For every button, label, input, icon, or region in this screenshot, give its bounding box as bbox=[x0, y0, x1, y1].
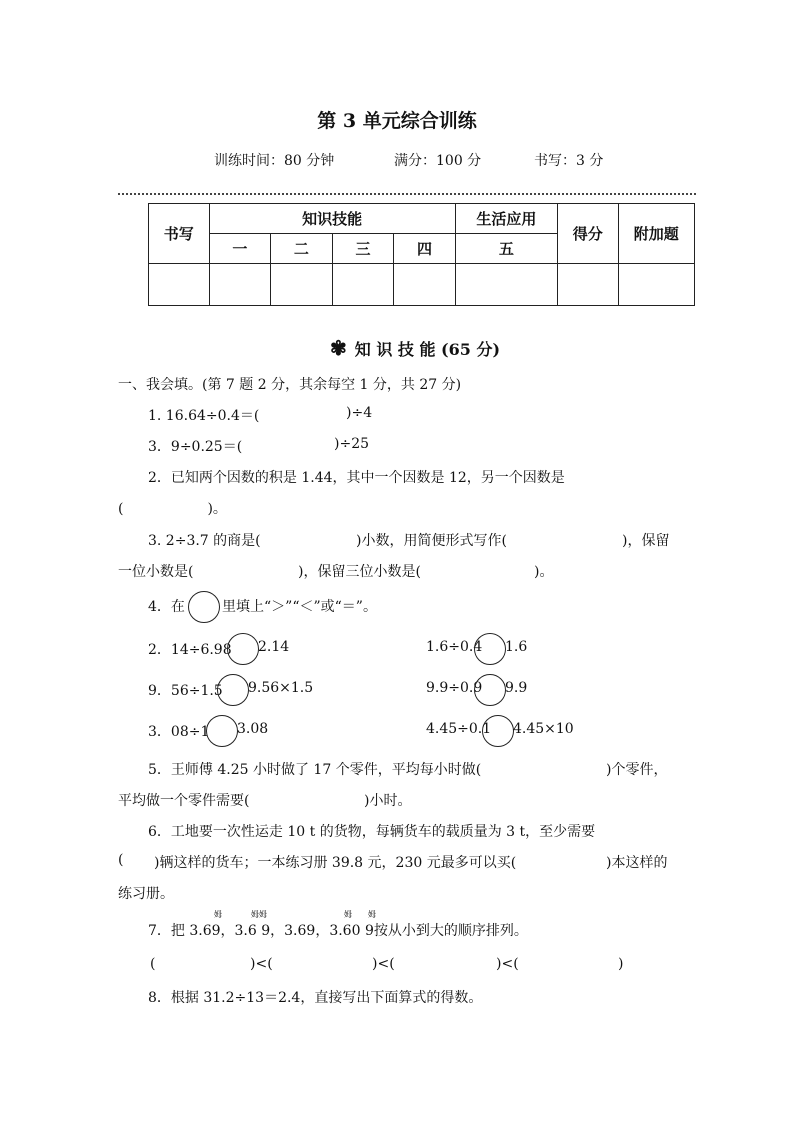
q4-r2-left-end: 9.56×1.5 bbox=[248, 680, 314, 696]
q4-r1-right: 1.6÷0.4 bbox=[426, 639, 483, 655]
header-sub-4: 四 bbox=[394, 234, 456, 264]
q3-line2-c: )。 bbox=[534, 564, 554, 580]
q6-line2-a: ( bbox=[118, 852, 124, 868]
q1-line1-a: 1. 16.64÷0.4＝( bbox=[148, 408, 260, 424]
answer-circle[interactable] bbox=[474, 674, 506, 706]
score-cell[interactable] bbox=[618, 264, 694, 306]
answer-circle[interactable] bbox=[227, 633, 259, 665]
answer-circle[interactable] bbox=[188, 591, 220, 623]
q7-order-2: )<( bbox=[250, 956, 273, 972]
q4-r2-right: 9.9÷0.9 bbox=[426, 680, 483, 696]
meta-full-score: 满分：100 分 bbox=[394, 153, 482, 169]
q4-r1-right-end: 1.6 bbox=[505, 639, 528, 655]
q6-line2-c: )本这样的 bbox=[606, 855, 668, 871]
score-cell[interactable] bbox=[209, 264, 271, 306]
q6-line3: 练习册。 bbox=[118, 886, 174, 902]
q8-text: 8．根据 31.2÷13＝2.4，直接写出下面算式的得数。 bbox=[148, 990, 483, 1006]
q6-line1: 6．工地要一次性运走 10 t 的货物，每辆货车的载质量为 3 t，至少需要 bbox=[148, 824, 596, 840]
q5-line2-a: 平均做一个零件需要( bbox=[118, 793, 250, 809]
header-life: 生活应用 bbox=[455, 204, 557, 234]
meta-time: 训练时间：80 分钟 bbox=[214, 153, 335, 169]
score-cell[interactable] bbox=[557, 264, 618, 306]
score-cell[interactable] bbox=[455, 264, 557, 306]
meta-writing-score: 书写：3 分 bbox=[534, 153, 604, 169]
answer-circle[interactable] bbox=[482, 715, 514, 747]
q3-line2-a: 一位小数是( bbox=[118, 564, 194, 580]
header-knowledge: 知识技能 bbox=[209, 204, 455, 234]
header-sub-3: 三 bbox=[332, 234, 394, 264]
q1-line1-b: )÷4 bbox=[346, 405, 373, 421]
answer-circle[interactable] bbox=[474, 633, 506, 665]
q1-heading: 一、我会填。(第 7 题 2 分，其余每空 1 分，共 27 分) bbox=[118, 377, 462, 393]
q3-line1-c: )，保留 bbox=[622, 533, 670, 549]
q7-order-1: ( bbox=[150, 956, 156, 972]
score-cell[interactable] bbox=[332, 264, 394, 306]
flower-icon: ✾ bbox=[330, 336, 347, 360]
header-sub-1: 一 bbox=[209, 234, 271, 264]
q7-order-5: ) bbox=[618, 956, 624, 972]
header-extra: 附加题 bbox=[618, 204, 694, 264]
answer-circle[interactable] bbox=[217, 674, 249, 706]
q4-r2-right-end: 9.9 bbox=[505, 680, 528, 696]
header-score: 得分 bbox=[557, 204, 618, 264]
q4-r3-left: 3．08÷1 bbox=[148, 724, 210, 740]
q5-line1-b: )个零件， bbox=[606, 762, 668, 778]
answer-circle[interactable] bbox=[206, 715, 238, 747]
q4-text-b: 里填上“＞”“＜”或“＝”。 bbox=[222, 599, 377, 615]
q4-r3-right-end: 4.45×10 bbox=[513, 721, 574, 737]
q4-r3-right: 4.45÷0.1 bbox=[426, 721, 492, 737]
q4-text-a: 4．在 bbox=[148, 599, 185, 615]
q5-line2-b: )小时。 bbox=[364, 793, 412, 809]
header-sub-5: 五 bbox=[455, 234, 557, 264]
q7-order-4: )<( bbox=[496, 956, 519, 972]
q2-line1: 2．已知两个因数的积是 1.44，其中一个因数是 12，另一个因数是 bbox=[148, 470, 565, 486]
section-title bbox=[330, 336, 500, 360]
repeat-dot-mark: 姆 bbox=[368, 910, 376, 919]
q6-line2-b: )辆这样的货车；一本练习册 39.8 元，230 元最多可以买( bbox=[154, 855, 517, 871]
q2-line2: ( )。 bbox=[118, 501, 227, 517]
page-title: 第 3 单元综合训练 bbox=[317, 110, 477, 132]
dotted-divider bbox=[118, 193, 696, 195]
q7-order-3: )<( bbox=[372, 956, 395, 972]
q4-r3-left-end: 3.08 bbox=[237, 721, 269, 737]
q3-line1-b: )小数，用简便形式写作( bbox=[356, 533, 507, 549]
q3-line2-b: )，保留三位小数是( bbox=[298, 564, 421, 580]
repeat-dot-mark: 姆姆 bbox=[251, 910, 267, 919]
header-shuxie: 书写 bbox=[149, 204, 210, 264]
score-cell[interactable] bbox=[394, 264, 456, 306]
header-sub-2: 二 bbox=[271, 234, 333, 264]
repeat-dot-mark: 姆 bbox=[344, 910, 352, 919]
score-table bbox=[148, 203, 695, 306]
repeat-dot-mark: 姆 bbox=[214, 910, 222, 919]
section-title-text: 知 识 技 能 (65 分) bbox=[354, 340, 501, 359]
q5-line1-a: 5．王师傅 4.25 小时做了 17 个零件，平均每小时做( bbox=[148, 762, 482, 778]
score-cell[interactable] bbox=[149, 264, 210, 306]
q4-r1-left: 2．14÷6.98 bbox=[148, 642, 232, 658]
q1-line2-b: )÷25 bbox=[334, 436, 370, 452]
q4-r2-left: 9．56÷1.5 bbox=[148, 683, 223, 699]
q1-line2-a: 3．9÷0.25＝( bbox=[148, 439, 243, 455]
score-cell[interactable] bbox=[271, 264, 333, 306]
q7-text: 7．把 3.69，3.6 9，3.69，3.60 9按从小到大的顺序排列。 bbox=[148, 923, 528, 939]
q4-r1-left-end: 2.14 bbox=[258, 639, 290, 655]
q3-line1-a: 3. 2÷3.7 的商是( bbox=[148, 533, 261, 549]
